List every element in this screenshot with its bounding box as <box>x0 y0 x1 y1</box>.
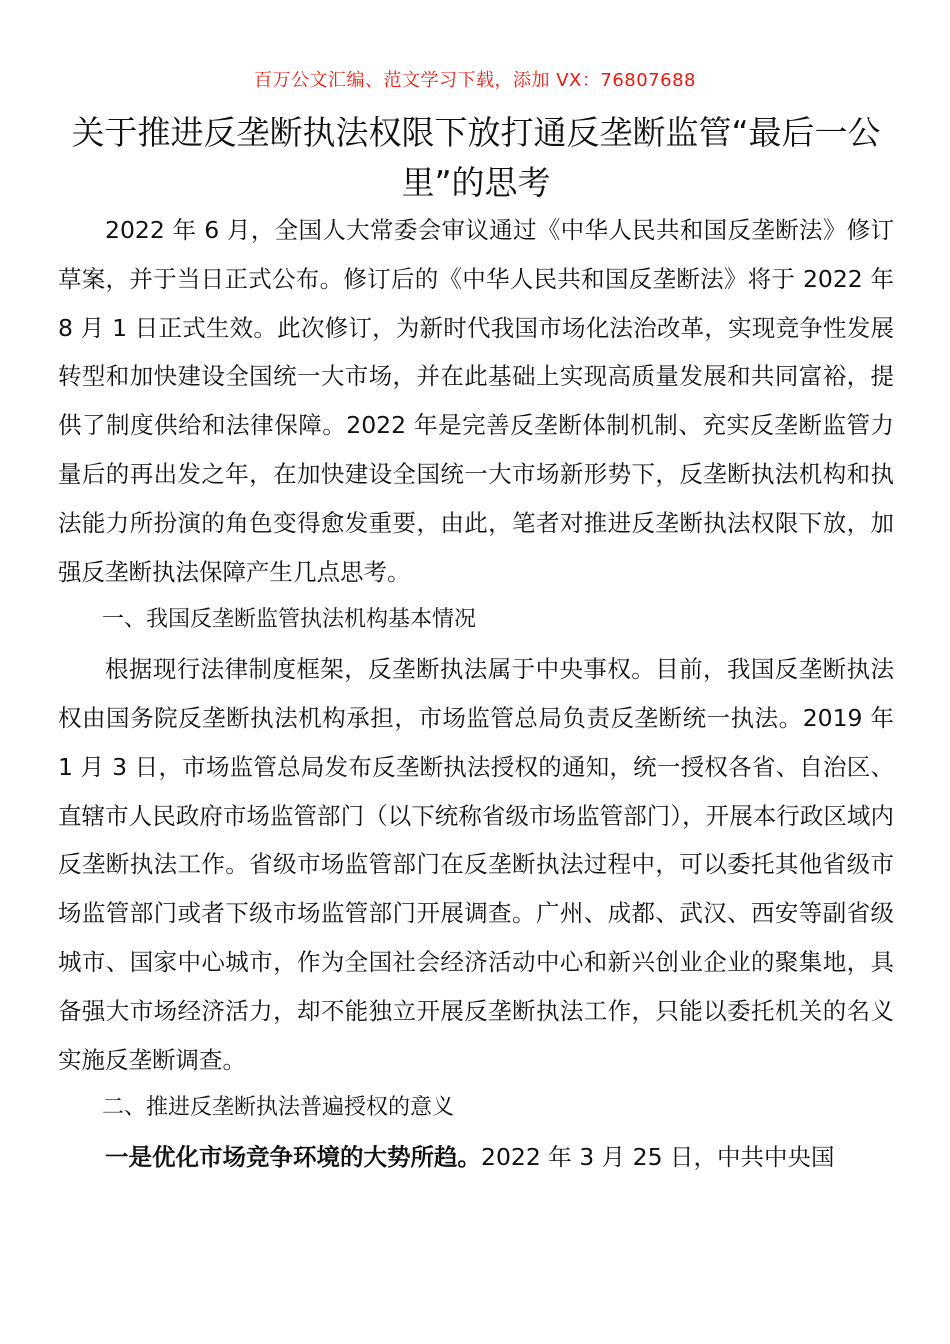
section-heading-1: 一、我国反垄断监管执法机构基本情况 <box>102 607 477 633</box>
section-heading-2: 二、推进反垄断执法普遍授权的意义 <box>102 1095 455 1121</box>
document-body <box>58 206 894 1182</box>
paragraph-intro: 2022 年 6 月，全国人大常委会审议通过《中华人民共和国反垄断法》修订草案，并于当日正式公布。修订后的《中华人民共和国反垄断法》将于 2022 年 8 月 1 日正式生效。此次修订，为新时代我国市场化法治改革，实现竞争性发展转型和加快建设全国统一大市场，并在此基础上实现高质量发展和共同富裕，提供了制度供给和法律保障。2022 年是完善反垄断体制机制、充实反垄断监管力量后的再出发之年，在加快建设全国统一大市场新形势下，反垄断执法机构和执法能力所扮演的角色变得愈发重要，由此，笔者对推进反垄断执法权限下放，加强反垄断执法保障产生几点思考。 <box>58 216 894 586</box>
paragraph-lead-rest: 2022 年 3 月 25 日，中共中央国 <box>481 1143 835 1172</box>
watermark-text: 百万公文汇编、范文学习下载，添加 VX：76807688 <box>254 70 696 91</box>
paragraph-section-2 <box>58 1133 894 1182</box>
document-title: 关于推进反垄断执法权限下放打通反垄断监管“最后一公里”的思考 <box>71 113 881 202</box>
paragraph-lead-bold: 一是优化市场竞争环境的大势所趋。 <box>105 1143 481 1172</box>
paragraph-section-1: 根据现行法律制度框架，反垄断执法属于中央事权。目前，我国反垄断执法权由国务院反垄断执法机构承担，市场监管总局负责反垄断统一执法。2019 年 1 月 3 日，市场监管总局发布反垄断执法授权的通知，统一授权各省、自治区、直辖市人民政府市场监管部门（以下统称省级市场监管部门），开展本行政区域内反垄断执法工作。省级市场监管部门在反垄断执法过程中，可以委托其他省级市场监管部门或者下级市场监管部门开展调查。广州、成都、武汉、西安等副省级城市、国家中心城市，作为全国社会经济活动中心和新兴创业企业的聚集地，具备强大市场经济活力，却不能独立开展反垄断执法工作，只能以委托机关的名义实施反垄断调查。 <box>58 655 894 1074</box>
